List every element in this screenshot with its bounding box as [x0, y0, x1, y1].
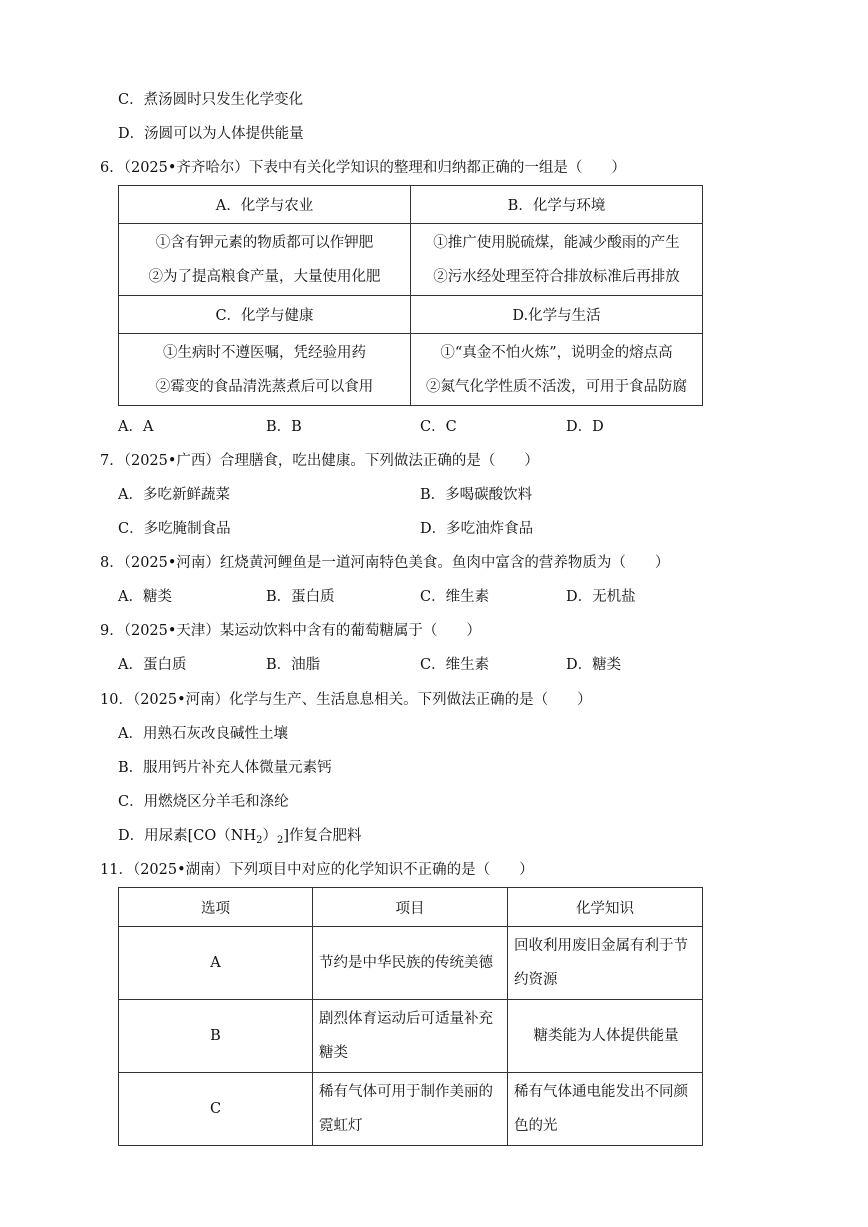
q11-row-c-option: C [119, 1073, 313, 1146]
q11-stem: 11．（2025•湖南）下列项目中对应的化学知识不正确的是（ ） [100, 862, 534, 878]
q10-option-d-sub2: 2 [276, 835, 284, 846]
q11-header-option: 选项 [119, 888, 313, 927]
q6-b-item-1: ①推广使用脱硫煤，能减少酸雨的产生 [433, 234, 680, 251]
q7-option-c: C．多吃腌制食品 [118, 521, 231, 537]
q11-row-a-item: 节约是中华民族的传统美德 [313, 927, 508, 1000]
q6-d-item-2: ②氮气化学性质不活泼，可用于食品防腐 [426, 378, 687, 395]
q10-option-a: A．用熟石灰改良碱性土壤 [118, 726, 288, 742]
q9-stem: 9．（2025•天津）某运动饮料中含有的葡萄糖属于（ ） [100, 623, 481, 639]
q8-option-b: B．蛋白质 [266, 589, 335, 605]
q9-option-c: C．维生素 [420, 657, 490, 673]
q11-row-b-item: 剧烈体育运动后可适量补充糖类 [313, 1000, 508, 1073]
q6-b-item-2: ②污水经处理至符合排放标准后再排放 [433, 268, 680, 285]
q5-option-c: C．煮汤圆时只发生化学变化 [118, 92, 304, 108]
q7-option-b: B．多喝碳酸饮料 [420, 487, 533, 503]
q6-option-d: D．D [566, 419, 604, 435]
q7-stem: 7．（2025•广西）合理膳食，吃出健康。下列做法正确的是（ ） [100, 453, 539, 469]
q11-row-a-option: A [119, 927, 313, 1000]
q6-a-item-1: ①含有钾元素的物质都可以作钾肥 [155, 234, 374, 251]
q6-d-item-1: ①“真金不怕火炼”，说明金的熔点高 [440, 344, 673, 361]
q8-stem: 8．（2025•河南）红烧黄河鲤鱼是一道河南特色美食。鱼肉中富含的营养物质为（ ） [100, 555, 670, 571]
q11-row-b [119, 1000, 703, 1073]
q11-row-a-knowledge: 回收利用废旧金属有利于节约资源 [508, 927, 703, 1000]
q6-cell-d-head: D.化学与生活 [411, 296, 703, 334]
q11-header-item: 项目 [313, 888, 508, 927]
q10-option-d [118, 826, 362, 851]
q7-option-d: D．多吃油炸食品 [420, 521, 534, 537]
q10-option-d-pre: D．用尿素[CO（NH [118, 828, 257, 844]
q10-option-d-sub1: 2 [256, 835, 263, 846]
q6-cell-c-head: C．化学与健康 [119, 296, 411, 334]
q11-row-c-knowledge: 稀有气体通电能发出不同颜色的光 [508, 1073, 703, 1146]
q8-option-a: A．糖类 [118, 589, 172, 605]
q10-option-c: C．用燃烧区分羊毛和涤纶 [118, 794, 289, 810]
q11-row-b-knowledge: 糖类能为人体提供能量 [508, 1000, 703, 1073]
q10-option-d-mid: ） [262, 828, 277, 844]
q6-table [118, 185, 703, 406]
q6-c-item-1: ①生病时不遵医嘱，凭经验用药 [163, 344, 366, 361]
q6-a-item-2: ②为了提高粮食产量，大量使用化肥 [148, 268, 381, 285]
q10-option-d-post: ]作复合肥料 [283, 828, 362, 844]
q8-option-c: C．维生素 [420, 589, 490, 605]
q7-option-a: A．多吃新鲜蔬菜 [118, 487, 230, 503]
q6-cell-a-head: A．化学与农业 [119, 186, 411, 224]
q6-cell-b-head: B．化学与环境 [411, 186, 703, 224]
q6-stem: 6．（2025•齐齐哈尔）下表中有关化学知识的整理和归纳都正确的一组是（ ） [100, 160, 626, 176]
q11-row-a [119, 927, 703, 1000]
q6-option-b: B．B [266, 419, 302, 435]
q6-cell-b-body [411, 224, 703, 296]
q11-row-c [119, 1073, 703, 1146]
q6-option-a: A．A [118, 419, 154, 435]
q6-cell-a-body [119, 224, 411, 296]
q8-option-d: D．无机盐 [566, 589, 636, 605]
q11-header-knowledge: 化学知识 [508, 888, 703, 927]
q9-option-a: A．蛋白质 [118, 657, 187, 673]
q10-stem: 10．（2025•河南）化学与生产、生活息息相关。下列做法正确的是（ ） [100, 692, 592, 708]
q9-option-b: B．油脂 [266, 657, 321, 673]
q5-option-d: D．汤圆可以为人体提供能量 [118, 126, 304, 142]
q6-cell-d-body [411, 334, 703, 406]
q6-option-c: C．C [420, 419, 457, 435]
q6-cell-c-body [119, 334, 411, 406]
q11-row-b-option: B [119, 1000, 313, 1073]
q10-option-b: B．服用钙片补充人体微量元素钙 [118, 760, 332, 776]
q11-table [118, 887, 703, 1146]
q11-row-c-item: 稀有气体可用于制作美丽的霓虹灯 [313, 1073, 508, 1146]
q6-c-item-2: ②霉变的食品清洗蒸煮后可以食用 [155, 378, 374, 395]
q9-option-d: D．糖类 [566, 657, 622, 673]
